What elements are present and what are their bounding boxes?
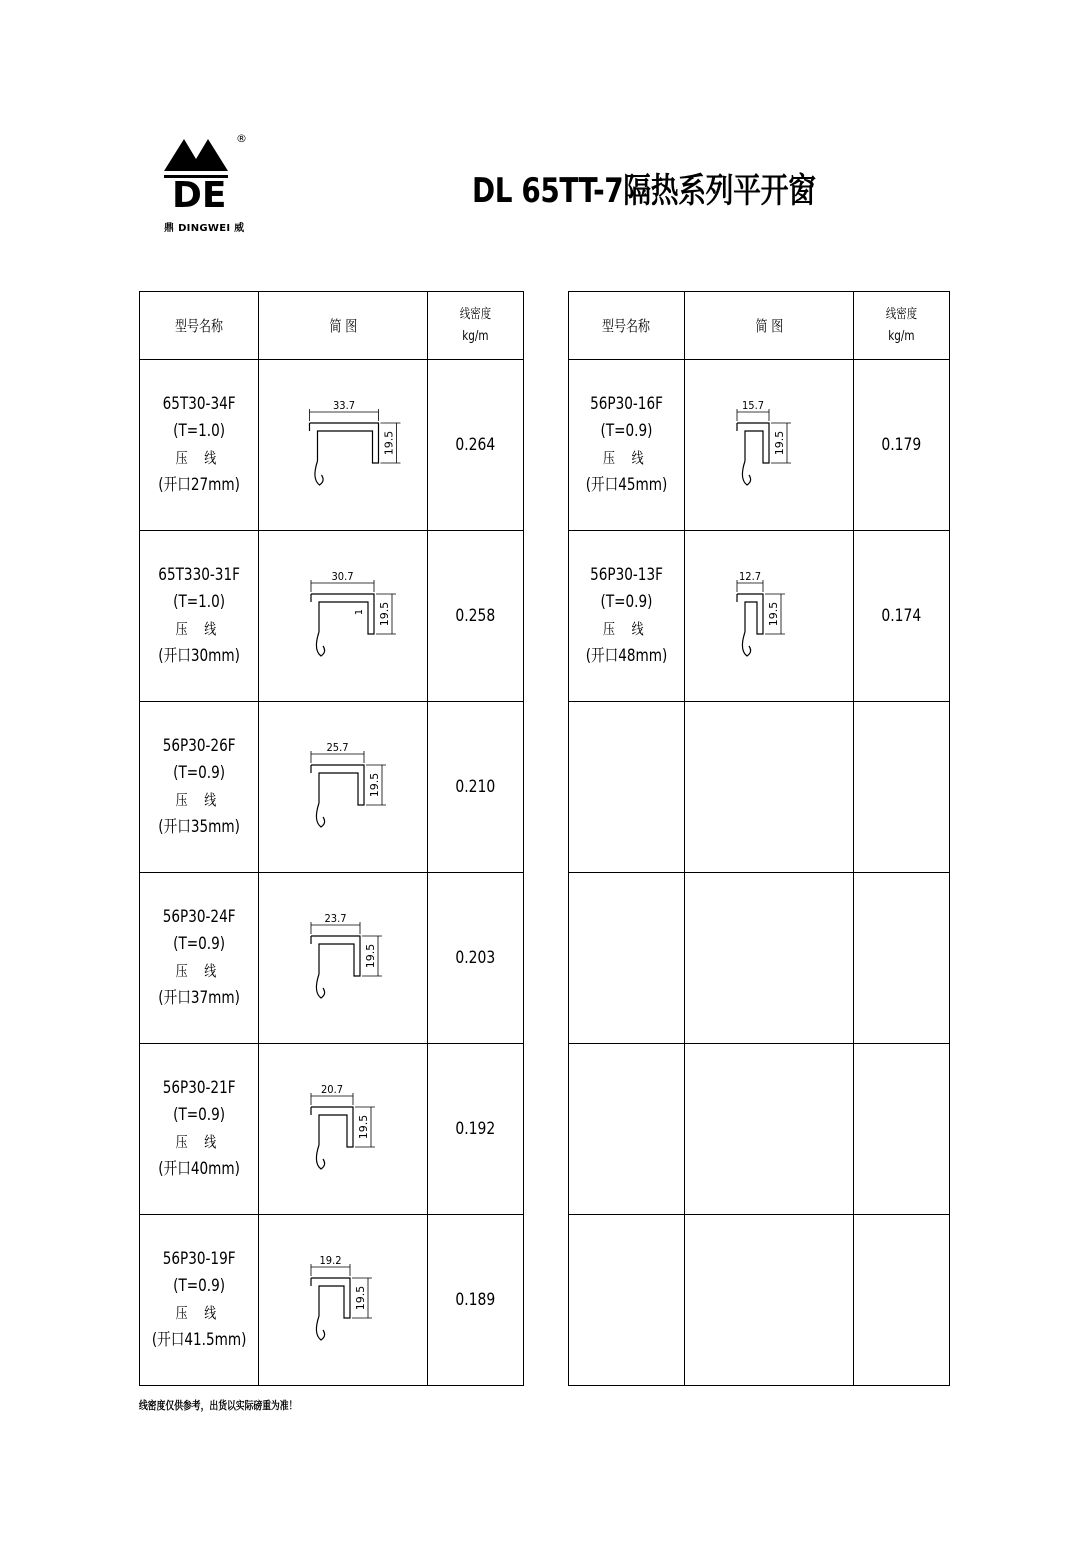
registered-mark: ® [236,132,247,145]
model-cell [569,360,685,531]
density-cell [428,1215,524,1386]
thickness: (T=0.9) [173,1105,226,1125]
part-label: 压 线 [175,791,223,809]
table-header [569,292,950,360]
height-dimension: 19.5 [354,1285,368,1311]
thickness: (T=0.9) [600,421,653,441]
diagram-cell [259,1044,428,1215]
model-cell [140,873,259,1044]
table-row [140,702,524,873]
density-value: 0.179 [881,435,922,455]
opening-size: (开口30mm) [158,646,240,666]
width-dimension: 15.7 [741,399,765,412]
table-row [569,1044,950,1215]
model-name: 56P30-26F [162,736,236,756]
header-model: 型号名称 [140,292,259,360]
model-cell [569,1215,685,1386]
table-row [569,873,950,1044]
width-dimension: 30.7 [331,570,354,583]
part-label: 压 线 [602,620,651,638]
part-label: 压 线 [175,1133,223,1151]
density-cell [428,702,524,873]
table-row [569,360,950,531]
header-diagram: 简 图 [685,292,854,360]
thickness: (T=0.9) [173,763,226,783]
height-dimension: 19.5 [378,601,392,627]
model-name: 56P30-13F [590,565,663,585]
profile-outline [311,936,360,998]
profile-outline [737,423,769,485]
table-row [140,873,524,1044]
profile-table-right [568,291,950,1386]
opening-size: (开口37mm) [158,988,240,1008]
model-cell [569,702,685,873]
table-row [140,360,524,531]
model-cell [140,1215,259,1386]
diagram-cell [685,873,854,1044]
model-name: 56P30-19F [162,1249,236,1269]
width-dimension: 12.7 [738,570,762,583]
density-cell [854,1044,950,1215]
profile-diagram [259,1240,427,1360]
opening-size: (开口27mm) [158,475,240,495]
model-name: 56P30-21F [162,1078,236,1098]
diagram-cell [685,360,854,531]
width-dimension: 25.7 [326,741,349,754]
header-density: 线密度 kg/m [428,292,524,360]
diagram-cell [685,531,854,702]
width-dimension: 23.7 [324,912,347,925]
profile-diagram [259,1069,427,1189]
diagram-cell [685,1215,854,1386]
density-value: 0.174 [881,606,922,626]
part-label: 压 线 [602,449,651,467]
profile-outline [311,765,364,827]
profile-outline [311,1278,350,1340]
company-logo [162,133,262,233]
density-cell [854,873,950,1044]
height-dimension: 19.5 [364,943,378,969]
profile-diagram [259,385,427,505]
opening-size: (开口40mm) [158,1159,240,1179]
height-dimension: 19.5 [773,430,786,456]
opening-size: (开口45mm) [585,475,668,495]
diagram-cell [685,1044,854,1215]
density-value: 0.258 [455,606,496,626]
width-dimension: 33.7 [333,399,356,412]
density-cell [854,1215,950,1386]
header-diagram: 简 图 [259,292,428,360]
brand-line: 鼎 DINGWEI 威 [164,223,245,234]
density-value: 0.189 [455,1290,496,1310]
width-dimension: 20.7 [321,1083,344,1096]
profile-outline [310,423,379,485]
diagram-cell [685,702,854,873]
model-name: 65T330-31F [158,565,240,585]
part-label: 压 线 [175,620,223,638]
profile-diagram [685,385,853,505]
dingwei-logo-mark [162,133,244,209]
model-name: 56P30-24F [162,907,236,927]
density-value: 0.203 [455,948,496,968]
profile-outline [311,1107,353,1169]
profile-diagram [259,727,427,847]
table-row [569,702,950,873]
thickness: (T=0.9) [173,934,226,954]
diagram-cell [259,360,428,531]
density-value: 0.210 [455,777,496,797]
model-cell [140,1044,259,1215]
model-cell [569,1044,685,1215]
profile-outline [311,594,374,656]
footnote: 线密度仅供参考，出货以实际磅重为准！ [139,1399,298,1412]
density-cell [854,702,950,873]
table-row [569,1215,950,1386]
profile-diagram [259,898,427,1018]
height-dimension: 19.5 [382,430,396,456]
page-title: DL 65TT-7隔热系列平开窗 [472,171,816,211]
density-cell [428,531,524,702]
density-value: 0.192 [455,1119,496,1139]
density-cell [428,873,524,1044]
thickness: (T=0.9) [600,592,653,612]
opening-size: (开口48mm) [585,646,668,666]
model-cell [140,702,259,873]
diagram-cell [259,1215,428,1386]
height-dimension: 19.5 [357,1114,371,1140]
profile-table-left [139,291,524,1386]
height-dimension: 19.5 [767,601,780,627]
diagram-cell [259,873,428,1044]
table-row [140,1044,524,1215]
density-value: 0.264 [455,435,496,455]
header-model: 型号名称 [569,292,685,360]
density-cell [854,531,950,702]
height-dimension: 19.5 [368,772,382,798]
thickness: (T=1.0) [173,421,226,441]
table-row [140,531,524,702]
profile-outline [737,594,763,656]
profile-diagram [259,556,427,676]
model-cell [140,360,259,531]
table-row [569,531,950,702]
profile-diagram [685,556,853,676]
thickness: (T=1.0) [173,592,226,612]
diagram-cell [259,702,428,873]
model-cell [569,873,685,1044]
logo-letters: DE [172,175,227,209]
model-cell [569,531,685,702]
thickness: (T=0.9) [173,1276,226,1296]
part-label: 压 线 [175,449,223,467]
density-cell [428,1044,524,1215]
table-header [140,292,524,360]
model-cell [140,531,259,702]
opening-size: (开口41.5mm) [151,1330,247,1350]
model-name: 56P30-16F [590,394,663,414]
density-cell [428,360,524,531]
model-name: 65T30-34F [162,394,236,414]
part-label: 压 线 [175,962,223,980]
header-density: 线密度 kg/m [854,292,950,360]
table-row [140,1215,524,1386]
opening-size: (开口35mm) [158,817,240,837]
density-cell [854,360,950,531]
part-label: 压 线 [175,1304,223,1322]
thickness-dimension: 1 [354,608,366,616]
diagram-cell [259,531,428,702]
width-dimension: 19.2 [319,1254,342,1267]
